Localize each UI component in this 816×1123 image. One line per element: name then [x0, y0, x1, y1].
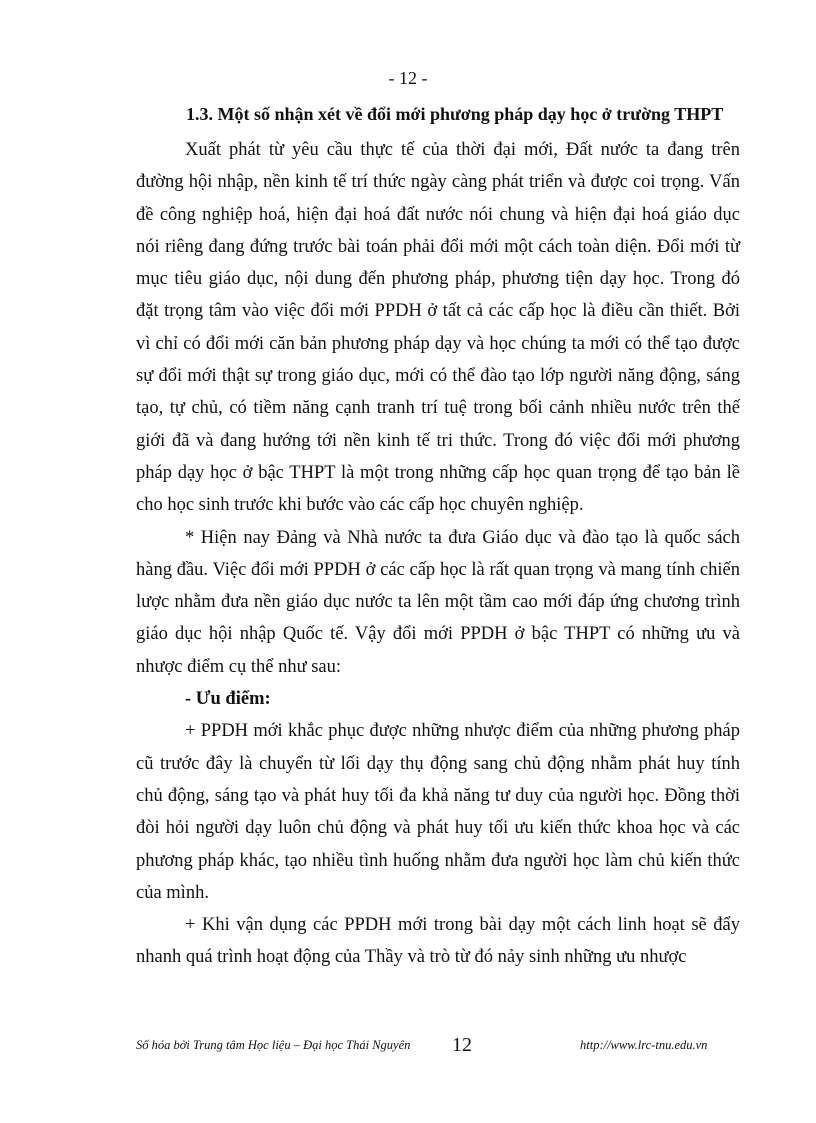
footer-url: http://www.lrc-tnu.edu.vn [580, 1038, 708, 1052]
section-heading: 1.3. Một số nhận xét về đổi mới phương pháp dạy học ở trường THPT [186, 104, 724, 124]
footer-page-number: 12 [452, 1034, 472, 1056]
paragraph-introduction: Xuất phát từ yêu cầu thực tế của thời đại mới, Đất nước ta đang trên đường hội nhập, nền kinh tế trí thức ngày càng phát triển và được coi trọng. Vấn đề công nghiệp hoá, hiện đại hoá đất nước nói chung và hiện đại hoá giáo dục nói riêng đang đứng trước bài toán phải đổi mới một cách toàn diện. Đổi mới từ mục tiêu giáo dục, nội dung đến phương pháp, phương tiện dạy học. Trong đó đặt trọng tâm vào việc đổi mới PPDH ở tất cả các cấp học là điều cần thiết. Bởi vì chỉ có đổi mới căn bản phương pháp dạy và học chúng ta mới có thể tạo được sự đổi mới thật sự trong giáo dục, mới có thể đào tạo lớp người năng động, sáng tạo, tự chủ, có tiềm năng cạnh tranh trí tuệ trong bối cảnh nhiều nước trên thế giới đã và đang hướng tới nền kinh tế tri thức. Trong đó việc đổi mới phương pháp dạy học ở bậc THPT là một trong những cấp học quan trọng để tạo bản lề cho học sinh trước khi bước vào các cấp học chuyên nghiệp. [136, 140, 740, 516]
footer-digitization-credit: Số hóa bởi Trung tâm Học liệu – Đại học Thái Nguyên [136, 1038, 411, 1052]
page-footer [0, 1034, 816, 1074]
subheading-advantages: - Ưu điểm: [185, 689, 271, 710]
document-body [136, 134, 740, 974]
paragraph-advantage-2: + Khi vận dụng các PPDH mới trong bài dạy một cách linh hoạt sẽ đẩy nhanh quá trình hoạt động của Thầy và trò từ đó nảy sinh những ưu nhược [136, 915, 740, 968]
paragraph-advantage-1: + PPDH mới khắc phục được những nhược điểm của những phương pháp cũ trước đây là chuyển từ lối dạy thụ động sang chủ động nhằm phát huy tính chủ động, sáng tạo và phát huy tối đa khả năng tư duy của người học. Đồng thời đòi hỏi người dạy luôn chủ động và phát huy tối ưu kiến thức khoa học và các phương pháp khác, tạo nhiều tình huống nhằm đưa người học làm chủ kiến thức của mình. [136, 721, 740, 903]
paragraph-policy: * Hiện nay Đảng và Nhà nước ta đưa Giáo dục và đào tạo là quốc sách hàng đầu. Việc đổi mới PPDH ở các cấp học là rất quan trọng và mang tính chiến lược nhằm đưa nền giáo dục nước ta lên một tầm cao mới đáp ứng chương trình giáo dục hội nhập Quốc tế. Vậy đổi mới PPDH ở bậc THPT có những ưu và nhược điểm cụ thể như sau: [136, 527, 740, 677]
page-number-header: - 12 - [388, 68, 428, 88]
